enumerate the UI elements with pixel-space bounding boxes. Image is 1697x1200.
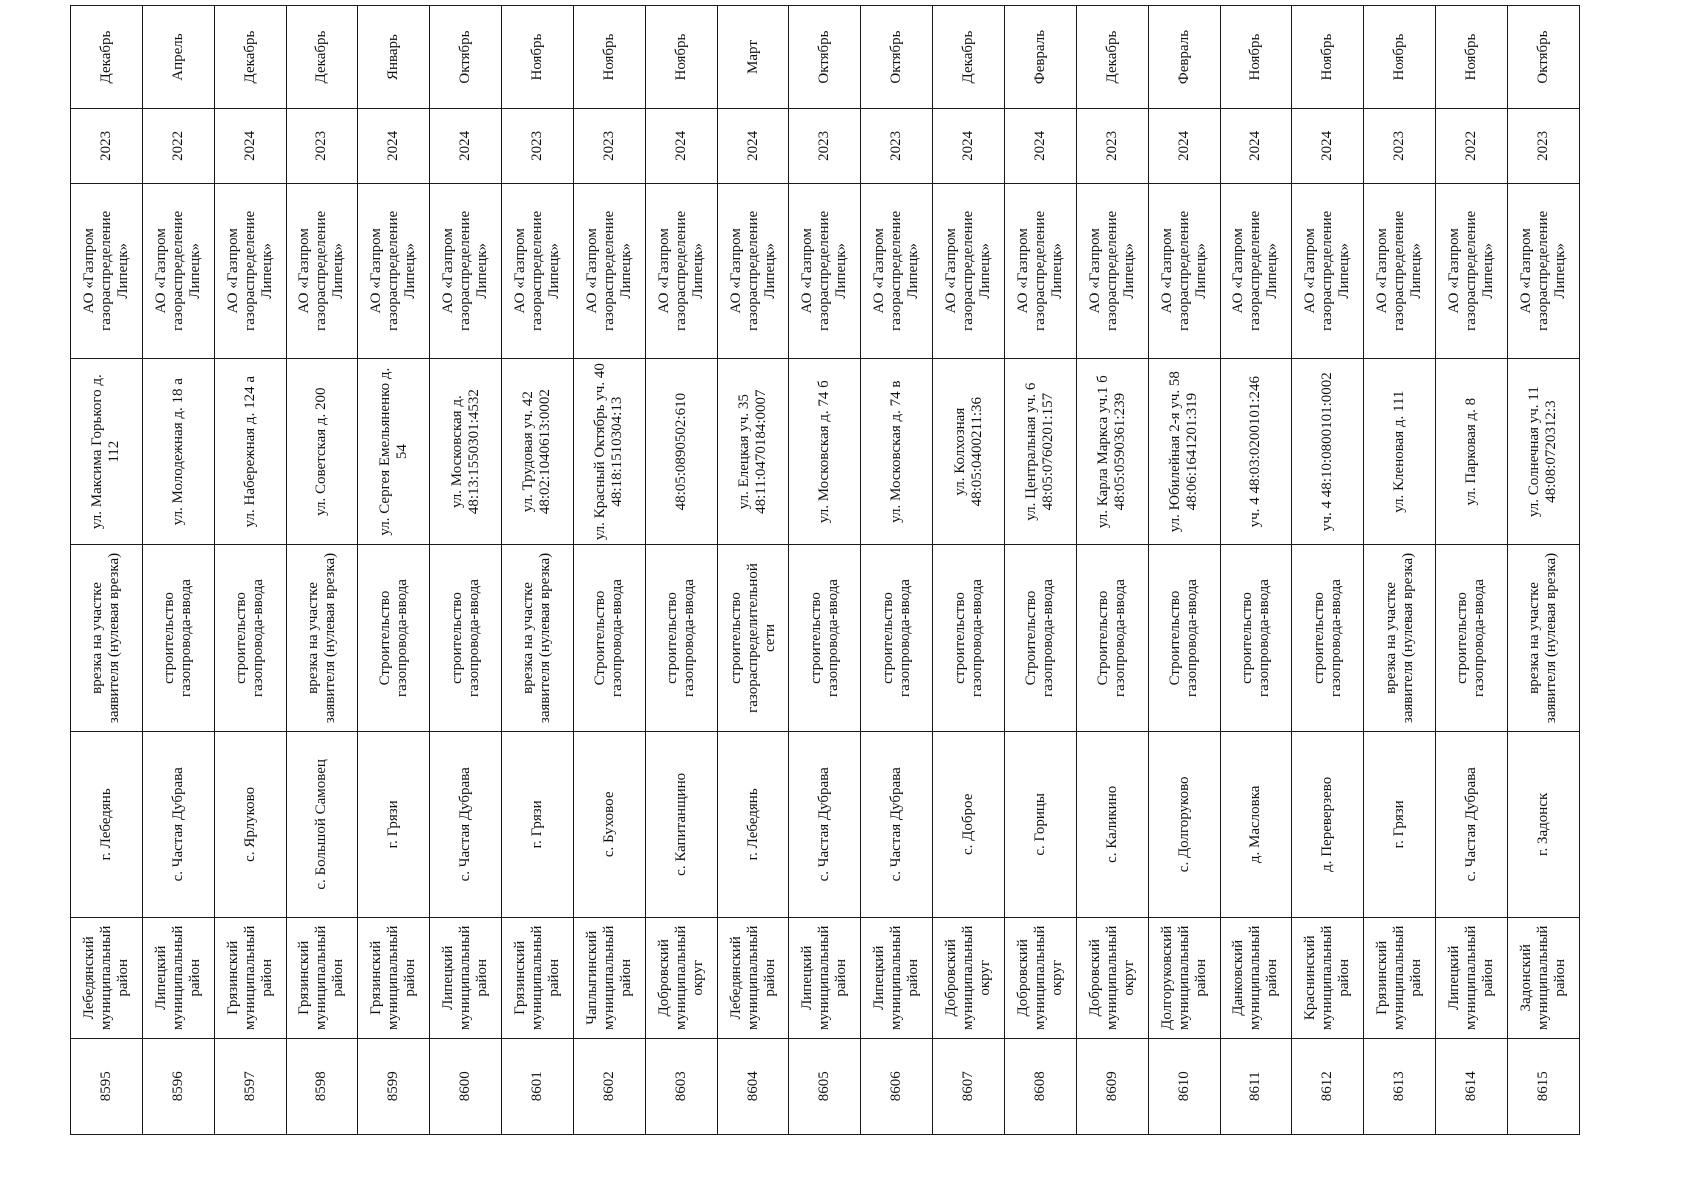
address-cell: 48:05:0890502:610 xyxy=(645,359,717,545)
month-cell: Октябрь xyxy=(430,6,502,109)
row-number: 8602 xyxy=(573,1038,645,1134)
district-cell: Грязинский муниципальный район xyxy=(502,917,574,1038)
organization-cell: АО «Газпром газораспределение Липецк» xyxy=(573,183,645,358)
organization-cell: АО «Газпром газораспределение Липецк» xyxy=(789,183,861,358)
table-row xyxy=(1436,6,1508,1135)
district-cell: Грязинский муниципальный район xyxy=(286,917,358,1038)
month-cell: Март xyxy=(717,6,789,109)
table-row xyxy=(1148,6,1220,1135)
table-row xyxy=(1364,6,1436,1135)
work-type-cell: строительство газопровода-ввода xyxy=(861,545,933,731)
locality-cell: с. Каликино xyxy=(1076,731,1148,917)
month-cell: Ноябрь xyxy=(645,6,717,109)
locality-cell: г. Лебедянь xyxy=(717,731,789,917)
work-type-cell: Строительство газопровода-ввода xyxy=(573,545,645,731)
address-cell: ул. Центральная уч. 6 48:05:0760201:157 xyxy=(1004,359,1076,545)
month-cell: Ноябрь xyxy=(502,6,574,109)
month-cell: Ноябрь xyxy=(1436,6,1508,109)
district-cell: Лебедянский муниципальный район xyxy=(71,917,143,1038)
address-cell: ул. Набережная д. 124 а xyxy=(214,359,286,545)
organization-cell: АО «Газпром газораспределение Липецк» xyxy=(358,183,430,358)
work-type-cell: врезка на участке заявителя (нулевая врезка) xyxy=(1507,545,1579,731)
year-cell: 2023 xyxy=(861,109,933,184)
table-row xyxy=(789,6,861,1135)
table-row xyxy=(933,6,1005,1135)
gasification-schedule-table xyxy=(70,5,1580,1135)
organization-cell: АО «Газпром газораспределение Липецк» xyxy=(430,183,502,358)
month-cell: Декабрь xyxy=(214,6,286,109)
row-number: 8599 xyxy=(358,1038,430,1134)
month-cell: Октябрь xyxy=(1507,6,1579,109)
address-cell: ул. Кленовая д. 111 xyxy=(1364,359,1436,545)
locality-cell: с. Большой Самовец xyxy=(286,731,358,917)
organization-cell: АО «Газпром газораспределение Липецк» xyxy=(933,183,1005,358)
locality-cell: с. Капитанщино xyxy=(645,731,717,917)
row-number: 8597 xyxy=(214,1038,286,1134)
address-cell: ул. Молодежная д. 18 а xyxy=(142,359,214,545)
district-cell: Лебедянский муниципальный район xyxy=(717,917,789,1038)
locality-cell: с. Частая Дубрава xyxy=(142,731,214,917)
district-cell: Добровский муниципальный округ xyxy=(933,917,1005,1038)
work-type-cell: строительство газораспределительной сети xyxy=(717,545,789,731)
organization-cell: АО «Газпром газораспределение Липецк» xyxy=(1220,183,1292,358)
address-cell: ул. Парковая д. 8 xyxy=(1436,359,1508,545)
address-cell: ул. Карла Маркса уч.1 б 48:05:0590361:239 xyxy=(1076,359,1148,545)
work-type-cell: строительство газопровода-ввода xyxy=(1436,545,1508,731)
month-cell: Октябрь xyxy=(789,6,861,109)
work-type-cell: врезка на участке заявителя (нулевая врезка) xyxy=(71,545,143,731)
address-cell: уч. 4 48:10:0800101:0002 xyxy=(1292,359,1364,545)
district-cell: Добровский муниципальный округ xyxy=(645,917,717,1038)
district-cell: Липецкий муниципальный район xyxy=(1436,917,1508,1038)
work-type-cell: Строительство газопровода-ввода xyxy=(1076,545,1148,731)
work-type-cell: врезка на участке заявителя (нулевая врезка) xyxy=(286,545,358,731)
year-cell: 2023 xyxy=(789,109,861,184)
organization-cell: АО «Газпром газораспределение Липецк» xyxy=(1292,183,1364,358)
table-row xyxy=(645,6,717,1135)
organization-cell: АО «Газпром газораспределение Липецк» xyxy=(717,183,789,358)
work-type-cell: врезка на участке заявителя (нулевая врезка) xyxy=(502,545,574,731)
address-cell: ул. Московская д. 74 в xyxy=(861,359,933,545)
district-cell: Краснинский муниципальный район xyxy=(1292,917,1364,1038)
organization-cell: АО «Газпром газораспределение Липецк» xyxy=(861,183,933,358)
year-cell: 2022 xyxy=(142,109,214,184)
locality-cell: с. Буховое xyxy=(573,731,645,917)
year-cell: 2024 xyxy=(214,109,286,184)
address-cell: ул. Елецкая уч. 35 48:11:0470184:0007 xyxy=(717,359,789,545)
row-number: 8601 xyxy=(502,1038,574,1134)
table-row xyxy=(430,6,502,1135)
year-cell: 2023 xyxy=(1507,109,1579,184)
year-cell: 2024 xyxy=(430,109,502,184)
month-cell: Февраль xyxy=(1148,6,1220,109)
work-type-cell: Строительство газопровода-ввода xyxy=(1004,545,1076,731)
year-cell: 2023 xyxy=(573,109,645,184)
organization-cell: АО «Газпром газораспределение Липецк» xyxy=(1436,183,1508,358)
month-cell: Ноябрь xyxy=(1292,6,1364,109)
year-cell: 2022 xyxy=(1436,109,1508,184)
organization-cell: АО «Газпром газораспределение Липецк» xyxy=(1076,183,1148,358)
table-row xyxy=(1004,6,1076,1135)
row-number: 8614 xyxy=(1436,1038,1508,1134)
year-cell: 2023 xyxy=(286,109,358,184)
district-cell: Липецкий муниципальный район xyxy=(789,917,861,1038)
address-cell: ул. Московская д. 48:13:1550301:4532 xyxy=(430,359,502,545)
month-cell: Декабрь xyxy=(1076,6,1148,109)
district-cell: Чаплыгинский муниципальный район xyxy=(573,917,645,1038)
table-row xyxy=(1220,6,1292,1135)
district-cell: Грязинский муниципальный район xyxy=(1364,917,1436,1038)
locality-cell: с. Частая Дубрава xyxy=(789,731,861,917)
year-cell: 2023 xyxy=(502,109,574,184)
month-cell: Февраль xyxy=(1004,6,1076,109)
year-cell: 2024 xyxy=(645,109,717,184)
district-cell: Долгоруковский муниципальный район xyxy=(1148,917,1220,1038)
month-cell: Декабрь xyxy=(286,6,358,109)
row-number: 8608 xyxy=(1004,1038,1076,1134)
locality-cell: с. Частая Дубрава xyxy=(1436,731,1508,917)
locality-cell: г. Грязи xyxy=(502,731,574,917)
work-type-cell: Строительство газопровода-ввода xyxy=(358,545,430,731)
work-type-cell: строительство газопровода-ввода xyxy=(789,545,861,731)
organization-cell: АО «Газпром газораспределение Липецк» xyxy=(1364,183,1436,358)
work-type-cell: строительство газопровода-ввода xyxy=(214,545,286,731)
work-type-cell: строительство газопровода-ввода xyxy=(933,545,1005,731)
month-cell: Декабрь xyxy=(71,6,143,109)
year-cell: 2024 xyxy=(717,109,789,184)
district-cell: Липецкий муниципальный район xyxy=(142,917,214,1038)
month-cell: Январь xyxy=(358,6,430,109)
row-number: 8609 xyxy=(1076,1038,1148,1134)
organization-cell: АО «Газпром газораспределение Липецк» xyxy=(1004,183,1076,358)
year-cell: 2024 xyxy=(1148,109,1220,184)
table-row xyxy=(358,6,430,1135)
address-cell: ул. Московская д. 74 б xyxy=(789,359,861,545)
locality-cell: с. Ярлуково xyxy=(214,731,286,917)
month-cell: Октябрь xyxy=(861,6,933,109)
row-number: 8610 xyxy=(1148,1038,1220,1134)
row-number: 8604 xyxy=(717,1038,789,1134)
year-cell: 2023 xyxy=(1364,109,1436,184)
month-cell: Декабрь xyxy=(933,6,1005,109)
address-cell: ул. Красный Октябрь уч. 40 48:18:1510304:13 xyxy=(573,359,645,545)
address-cell: ул. Сергея Емельяненко д. 54 xyxy=(358,359,430,545)
year-cell: 2024 xyxy=(1004,109,1076,184)
month-cell: Ноябрь xyxy=(1220,6,1292,109)
row-number: 8607 xyxy=(933,1038,1005,1134)
locality-cell: с. Долгоруково xyxy=(1148,731,1220,917)
address-cell: ул. Юбилейная 2-я уч. 58 48:06:1641201:319 xyxy=(1148,359,1220,545)
organization-cell: АО «Газпром газораспределение Липецк» xyxy=(645,183,717,358)
row-number: 8595 xyxy=(71,1038,143,1134)
table-row xyxy=(573,6,645,1135)
work-type-cell: строительство газопровода-ввода xyxy=(1220,545,1292,731)
district-cell: Грязинский муниципальный район xyxy=(214,917,286,1038)
row-number: 8600 xyxy=(430,1038,502,1134)
organization-cell: АО «Газпром газораспределение Липецк» xyxy=(214,183,286,358)
row-number: 8598 xyxy=(286,1038,358,1134)
work-type-cell: строительство газопровода-ввода xyxy=(142,545,214,731)
row-number: 8605 xyxy=(789,1038,861,1134)
table-row xyxy=(717,6,789,1135)
table-row xyxy=(286,6,358,1135)
locality-cell: г. Лебедянь xyxy=(71,731,143,917)
address-cell: ул. Солнечная уч. 11 48:08:0720312:3 xyxy=(1507,359,1579,545)
locality-cell: г. Грязи xyxy=(1364,731,1436,917)
year-cell: 2023 xyxy=(1076,109,1148,184)
table-row xyxy=(1292,6,1364,1135)
table-row xyxy=(861,6,933,1135)
organization-cell: АО «Газпром газораспределение Липецк» xyxy=(1507,183,1579,358)
row-number: 8606 xyxy=(861,1038,933,1134)
locality-cell: д. Переверзево xyxy=(1292,731,1364,917)
organization-cell: АО «Газпром газораспределение Липецк» xyxy=(71,183,143,358)
organization-cell: АО «Газпром газораспределение Липецк» xyxy=(286,183,358,358)
locality-cell: с. Горицы xyxy=(1004,731,1076,917)
row-number: 8596 xyxy=(142,1038,214,1134)
work-type-cell: врезка на участке заявителя (нулевая врезка) xyxy=(1364,545,1436,731)
address-cell: ул. Максима Горького д. 112 xyxy=(71,359,143,545)
address-cell: ул. Советская д. 200 xyxy=(286,359,358,545)
table-row xyxy=(1507,6,1579,1135)
address-cell: ул. Колхозная 48:05:0400211:36 xyxy=(933,359,1005,545)
row-number: 8612 xyxy=(1292,1038,1364,1134)
work-type-cell: строительство газопровода-ввода xyxy=(430,545,502,731)
address-cell: ул. Трудовая уч. 42 48:02:1040613:0002 xyxy=(502,359,574,545)
month-cell: Апрель xyxy=(142,6,214,109)
year-cell: 2024 xyxy=(933,109,1005,184)
locality-cell: г. Грязи xyxy=(358,731,430,917)
year-cell: 2023 xyxy=(71,109,143,184)
year-cell: 2024 xyxy=(1220,109,1292,184)
rotated-page xyxy=(70,5,1580,1135)
year-cell: 2024 xyxy=(1292,109,1364,184)
table-row xyxy=(214,6,286,1135)
locality-cell: д. Масловка xyxy=(1220,731,1292,917)
table-row xyxy=(502,6,574,1135)
month-cell: Ноябрь xyxy=(1364,6,1436,109)
district-cell: Добровский муниципальный округ xyxy=(1004,917,1076,1038)
row-number: 8613 xyxy=(1364,1038,1436,1134)
table-row xyxy=(1076,6,1148,1135)
locality-cell: с. Частая Дубрава xyxy=(861,731,933,917)
table-row xyxy=(142,6,214,1135)
locality-cell: с. Доброе xyxy=(933,731,1005,917)
row-number: 8611 xyxy=(1220,1038,1292,1134)
organization-cell: АО «Газпром газораспределение Липецк» xyxy=(142,183,214,358)
district-cell: Данковский муниципальный район xyxy=(1220,917,1292,1038)
district-cell: Грязинский муниципальный район xyxy=(358,917,430,1038)
locality-cell: г. Задонск xyxy=(1507,731,1579,917)
row-number: 8603 xyxy=(645,1038,717,1134)
locality-cell: с. Частая Дубрава xyxy=(430,731,502,917)
district-cell: Добровский муниципальный округ xyxy=(1076,917,1148,1038)
work-type-cell: строительство газопровода-ввода xyxy=(1292,545,1364,731)
organization-cell: АО «Газпром газораспределение Липецк» xyxy=(502,183,574,358)
row-number: 8615 xyxy=(1507,1038,1579,1134)
address-cell: уч. 4 48:03:0200101:246 xyxy=(1220,359,1292,545)
work-type-cell: строительство газопровода-ввода xyxy=(645,545,717,731)
month-cell: Ноябрь xyxy=(573,6,645,109)
table-row xyxy=(71,6,143,1135)
district-cell: Задонский муниципальный район xyxy=(1507,917,1579,1038)
district-cell: Липецкий муниципальный район xyxy=(861,917,933,1038)
work-type-cell: Строительство газопровода-ввода xyxy=(1148,545,1220,731)
year-cell: 2024 xyxy=(358,109,430,184)
district-cell: Липецкий муниципальный район xyxy=(430,917,502,1038)
organization-cell: АО «Газпром газораспределение Липецк» xyxy=(1148,183,1220,358)
